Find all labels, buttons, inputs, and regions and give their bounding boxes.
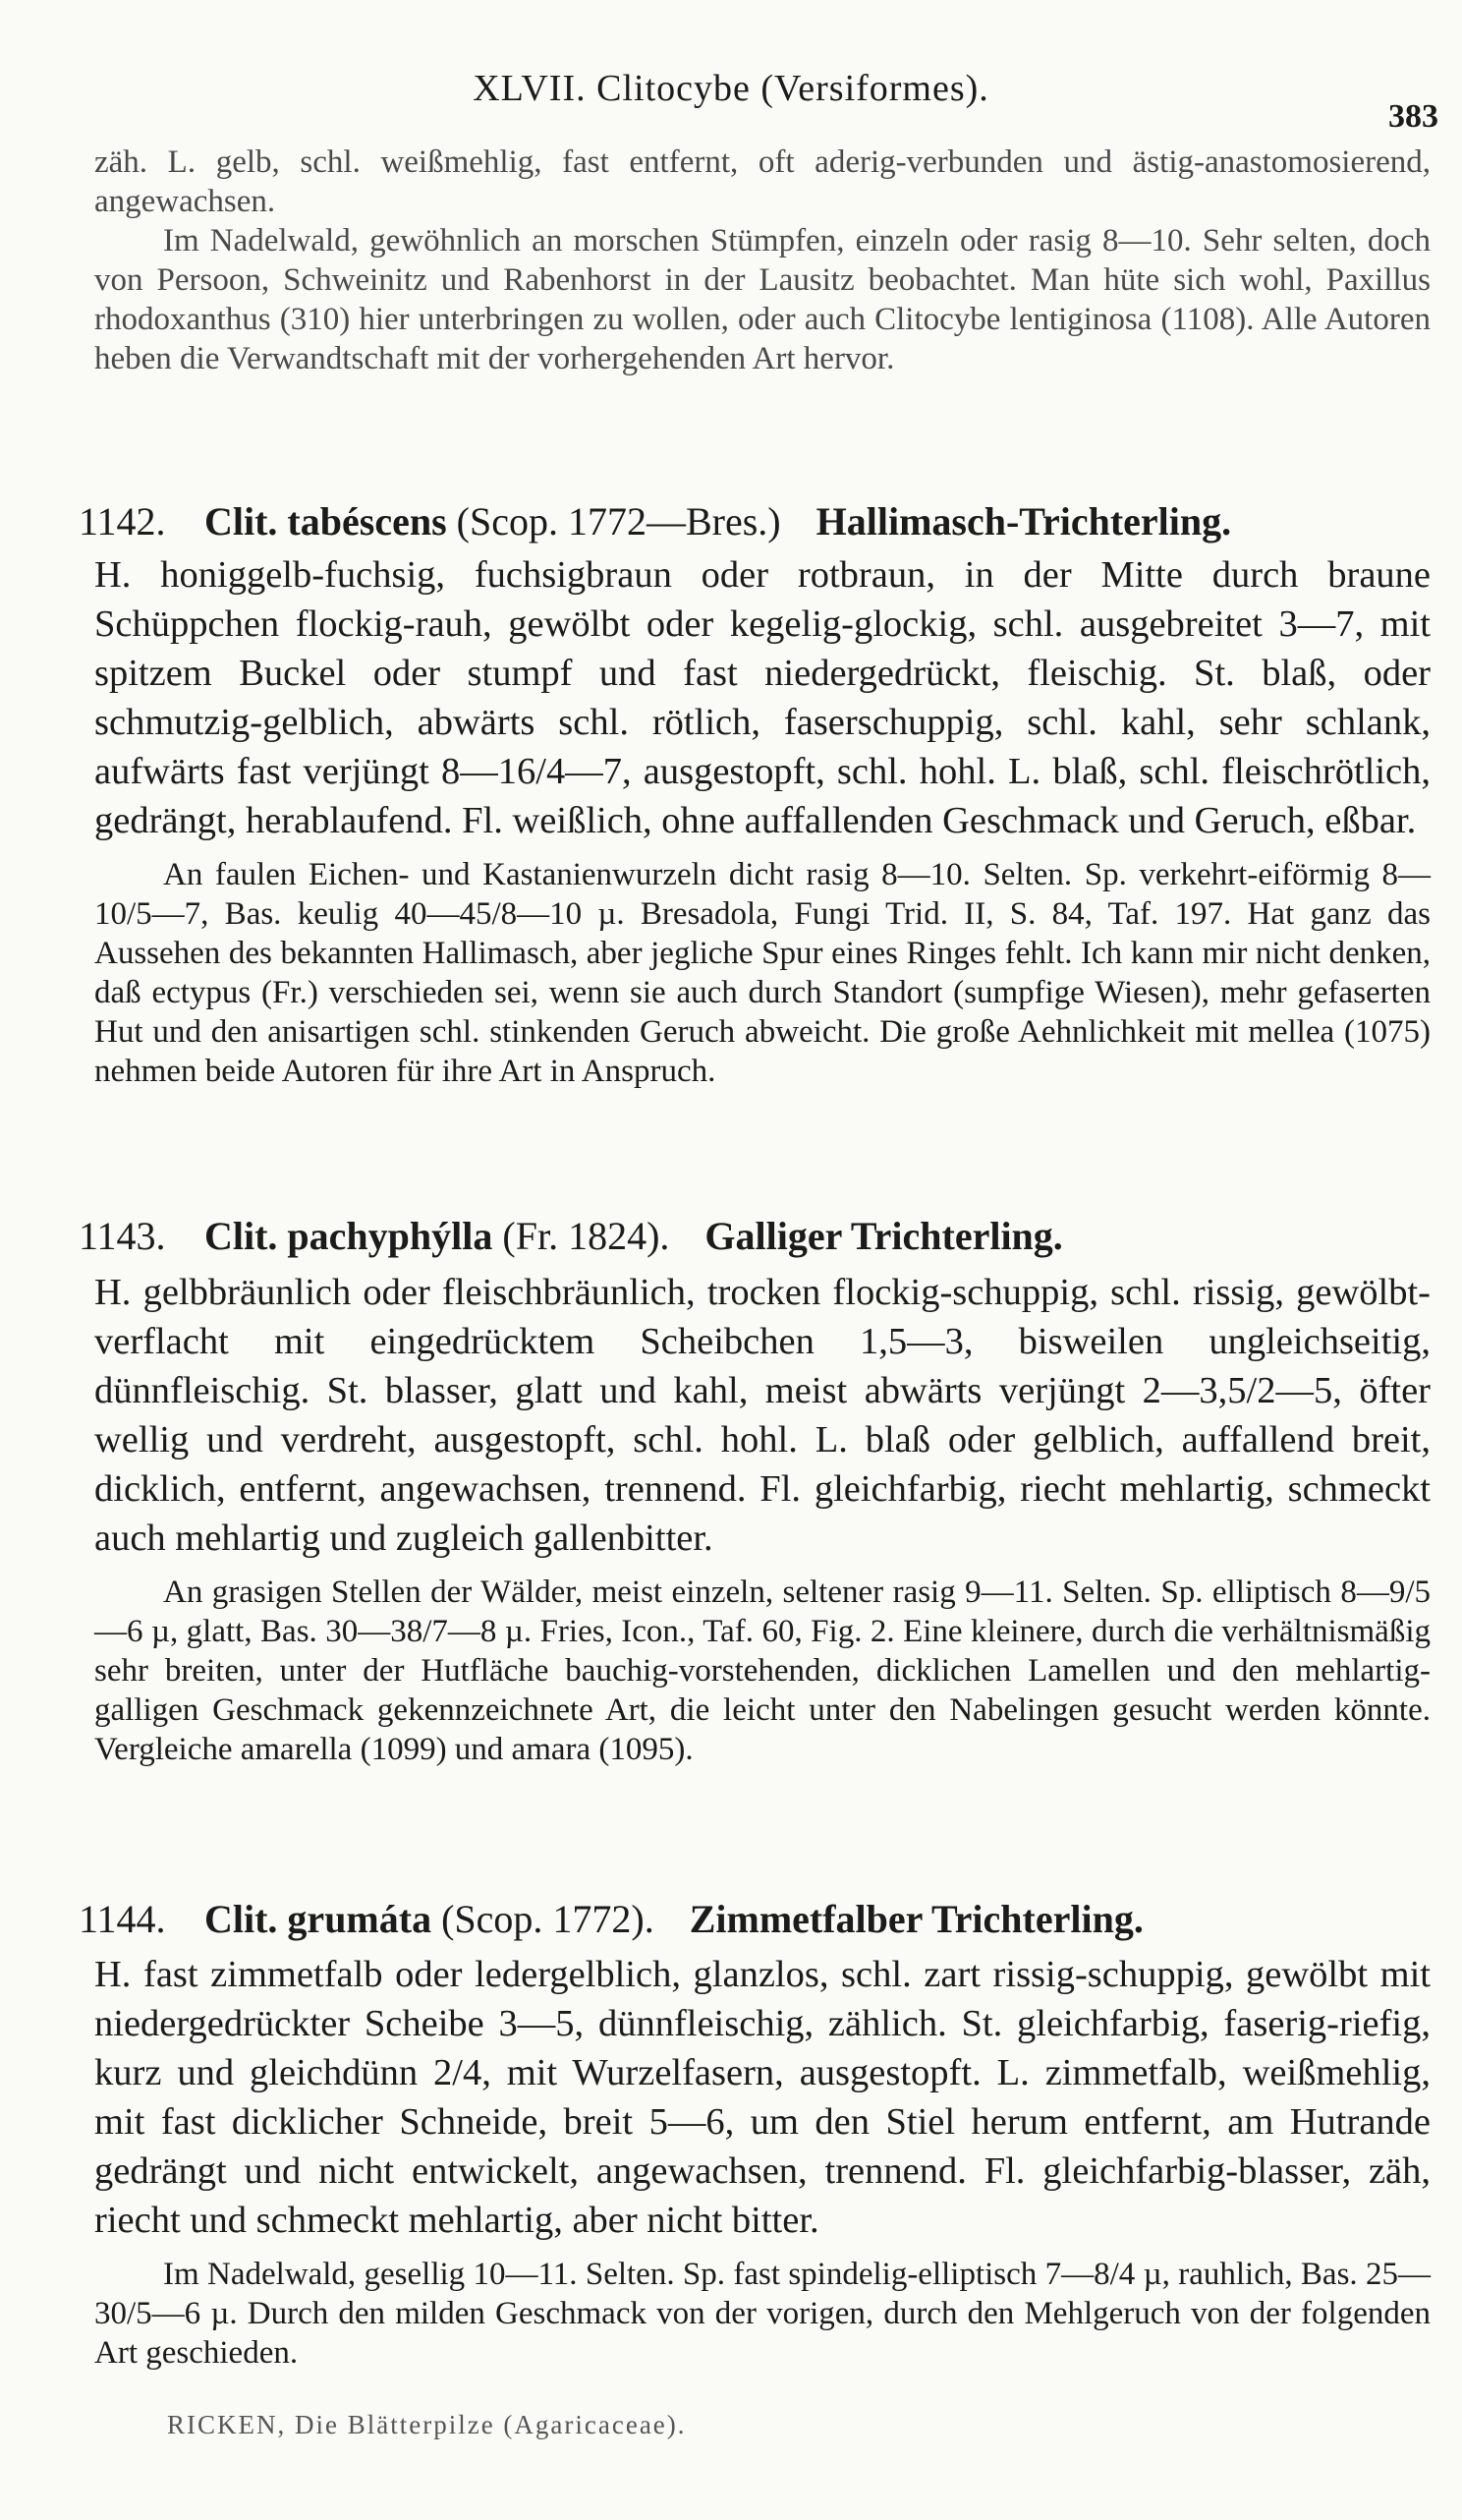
entry-notes: An grasigen Stellen der Wälder, meist einzeln, seltener rasig 9—11. Selten. Sp. elliptisch 8—9/5—6 µ, glatt, Bas. 30—38/7—8 µ. Fries, Icon., Taf. 60, Fig. 2. Eine kleinere, durch die verhältnismäßig sehr breiten, unter der Hutfläche bauchig-vorstehenden, dicklichen Lamellen und den mehlartig-galligen Geschmack gekennzeichnete Art, die leicht unter den Nabelingen gesucht werden könnte. Vergleiche amarella (1099) und amara (1095). — [94, 1575, 1431, 1767]
entry-heading-1142 — [79, 496, 1434, 547]
entry-german-name: Zimmetfalber Trichterling. — [689, 1897, 1144, 1941]
entry-body-1143 — [94, 1268, 1431, 1769]
entry-species-name: Clit. grumáta — [204, 1897, 432, 1941]
footer-signature: RICKEN, Die Blätterpilze (Agaricaceae). — [167, 2410, 687, 2439]
continuation-block — [94, 143, 1431, 378]
entry-german-name: Hallimasch-Trichterling. — [815, 499, 1232, 544]
page-number: 383 — [1388, 98, 1438, 135]
entry-number: 1143. — [79, 1214, 166, 1258]
running-head: XLVII. Clitocybe (Versiformes). — [473, 68, 989, 109]
entry-notes: Im Nadelwald, gesellig 10—11. Selten. Sp. fast spindelig-elliptisch 7—8/4 µ, rauhlich, Bas. 25—30/5—6 µ. Durch den milden Geschmack von der vorigen, durch den Mehlgeruch von der folgenden Art geschieden. — [94, 2257, 1431, 2371]
entry-german-name: Galliger Trichterling. — [704, 1214, 1063, 1258]
entry-body-1144 — [94, 1950, 1431, 2373]
entry-notes: An faulen Eichen- und Kastanienwurzeln dicht rasig 8—10. Selten. Sp. verkehrt-eiförmig 8—10/5—7, Bas. keulig 40—45/8—10 µ. Bresadola, Fungi Trid. II, S. 84, Taf. 197. Hat ganz das Aussehen des bekannten Hallimasch, aber jegliche Spur eines Ringes fehlt. Ich kann mir nicht denken, daß ectypus (Fr.) verschieden sei, wenn sie auch durch Standort (sumpfige Wiesen), mehr gefaserten Hut und den anisartigen schl. stinkenden Geruch abweicht. Die große Aehnlichkeit mit mellea (1075) nehmen beide Autoren für ihre Art in Anspruch. — [94, 857, 1431, 1089]
entry-body-1142 — [94, 550, 1431, 1091]
entry-author: (Scop. 1772). — [441, 1897, 654, 1941]
entry-number: 1144. — [79, 1897, 166, 1941]
continuation-notes: Im Nadelwald, gewöhnlich an morschen Stümpfen, einzeln oder rasig 8—10. Sehr selten, doch von Persoon, Schweinitz und Rabenhorst in der Lausitz beobachtet. Man hüte sich wohl, Paxillus rhodoxanthus (310) hier unterbringen zu wollen, oder auch Clitocybe lentiginosa (1108). Alle Autoren heben die Verwandtschaft mit der vorhergehenden Art hervor. — [94, 223, 1431, 376]
entry-description: H. fast zimmetfalb oder ledergelblich, glanzlos, schl. zart rissig-schuppig, gewölbt mit niedergedrückter Scheibe 3—5, dünnfleischig, zählich. St. gleichfarbig, faserig-riefig, kurz und gleichdünn 2/4, mit Wurzelfasern, ausgestopft. L. zimmetfalb, weißmehlig, mit fast dicklicher Schneide, breit 5—6, um den Stiel herum entfernt, am Hutrande gedrängt und nicht entwickelt, angewachsen, trennend. Fl. gleichfarbig-blasser, zäh, riecht und schmeckt mehlartig, aber nicht bitter. — [94, 1954, 1431, 2241]
entry-number: 1142. — [79, 499, 166, 544]
entry-author: (Fr. 1824). — [502, 1214, 670, 1258]
entry-author: (Scop. 1772—Bres.) — [456, 499, 781, 544]
entry-species-name: Clit. tabéscens — [204, 499, 447, 544]
entry-description: H. honiggelb-fuchsig, fuchsigbraun oder rotbraun, in der Mitte durch braune Schüppchen flockig-rauh, gewölbt oder kegelig-glockig, schl. ausgebreitet 3—7, mit spitzem Buckel oder stumpf und fast niedergedrückt, fleischig. St. blaß, oder schmutzig-gelblich, abwärts schl. rötlich, faserschuppig, schl. kahl, sehr schlank, aufwärts fast verjüngt 8—16/4—7, ausgestopft, schl. hohl. L. blaß, schl. fleischrötlich, gedrängt, herablaufend. Fl. weißlich, ohne auffallenden Geschmack und Geruch, eßbar. — [94, 554, 1431, 841]
entry-description: H. gelbbräunlich oder fleischbräunlich, trocken flockig-schuppig, schl. rissig, gewölbt-verflacht mit eingedrücktem Scheibchen 1,5—3, bisweilen ungleichseitig, dünnfleischig. St. blasser, glatt und kahl, meist abwärts verjüngt 2—3,5/2—5, öfter wellig und verdreht, ausgestopft, schl. hohl. L. blaß oder gelblich, auffallend breit, dicklich, entfernt, angewachsen, trennend. Fl. gleichfarbig, riecht mehlartig, schmeckt auch mehlartig und zugleich gallenbitter. — [94, 1272, 1431, 1559]
entry-species-name: Clit. pachyphýlla — [204, 1214, 493, 1258]
continuation-text: zäh. L. gelb, schl. weißmehlig, fast entfernt, oft aderig-verbunden und ästig-anastomosierend, angewachsen. — [94, 144, 1431, 219]
entry-heading-1143 — [79, 1211, 1434, 1262]
entry-heading-1144 — [79, 1894, 1434, 1945]
